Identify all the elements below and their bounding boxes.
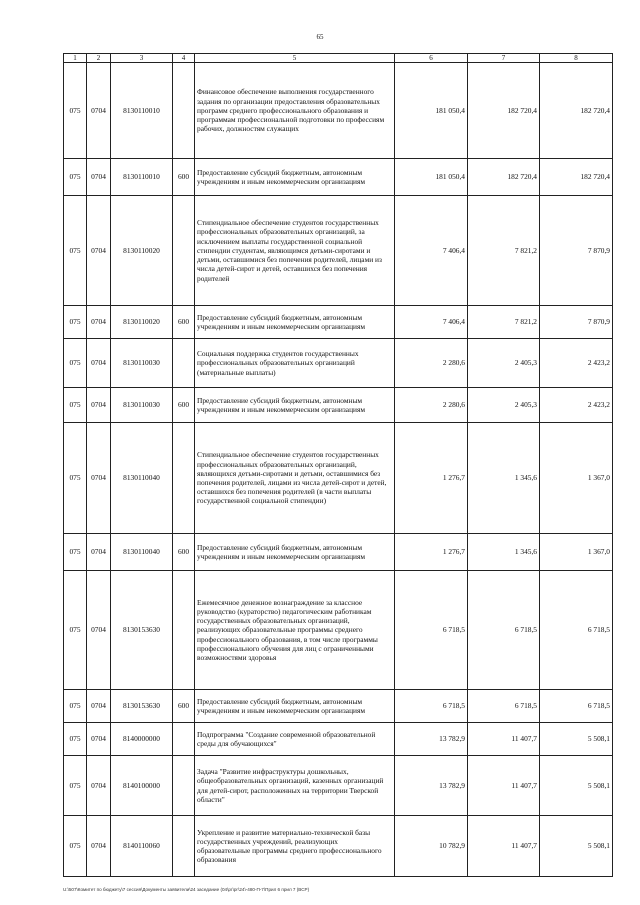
target-article: 8130110010 — [111, 159, 173, 196]
table-row — [64, 159, 613, 196]
admin-code: 075 — [64, 571, 87, 690]
amount-year-1: 181 050,4 — [395, 159, 468, 196]
row-description: Стипендиальное обеспечение студентов государственных профессиональных образовательных организаций, являющихся детьми-сиротами и детьми, оставшимися без попечения родителей, лицами из числа детей-сирот и детей, оставшихся без попечения родителей (в части выплаты государственной социальной стипендии) — [195, 423, 395, 534]
amount-year-3: 1 367,0 — [540, 534, 613, 571]
target-article: 8130153630 — [111, 571, 173, 690]
section-code: 0704 — [87, 159, 111, 196]
section-code: 0704 — [87, 196, 111, 306]
amount-year-2: 182 720,4 — [468, 63, 540, 159]
target-article: 8140000000 — [111, 723, 173, 756]
amount-year-1: 10 782,9 — [395, 816, 468, 877]
amount-year-3: 182 720,4 — [540, 159, 613, 196]
table-row — [64, 816, 613, 877]
section-code: 0704 — [87, 756, 111, 816]
table-row — [64, 196, 613, 306]
amount-year-2: 11 407,7 — [468, 723, 540, 756]
target-article: 8130110030 — [111, 339, 173, 388]
amount-year-2: 2 405,3 — [468, 388, 540, 423]
expense-type: 600 — [173, 690, 195, 723]
admin-code: 075 — [64, 423, 87, 534]
section-code: 0704 — [87, 816, 111, 877]
amount-year-2: 7 821,2 — [468, 306, 540, 339]
admin-code: 075 — [64, 306, 87, 339]
admin-code: 075 — [64, 534, 87, 571]
table-row — [64, 534, 613, 571]
admin-code: 075 — [64, 756, 87, 816]
admin-code: 075 — [64, 196, 87, 306]
row-description: Укрепление и развитие материально-технической базы государственных учреждений, реализующих образовательные программы среднего профессионального образования — [195, 816, 395, 877]
row-description: Ежемесячное денежное вознаграждение за классное руководство (кураторство) педагогическим работникам государственных образовательных организаций, реализующих образовательные программы среднего профессионального образования, в том числе программы профессионального обучения для лиц с ограниченными возможностями здоровья — [195, 571, 395, 690]
target-article: 8130110020 — [111, 196, 173, 306]
target-article: 8140100000 — [111, 756, 173, 816]
column-header: 4 — [173, 54, 195, 63]
file-path-footer: U:\507\Комитет по бюджету\7 сессия\Документы заявители\24 заседание (04\рг\рг\24\-480-П-7\Прил 6 прил 7 (ВСР) — [63, 887, 310, 892]
section-code: 0704 — [87, 571, 111, 690]
amount-year-2: 11 407,7 — [468, 756, 540, 816]
expense-type — [173, 423, 195, 534]
amount-year-2: 7 821,2 — [468, 196, 540, 306]
row-description: Предоставление субсидий бюджетным, автономным учреждениям и иным некоммерческим организациям — [195, 306, 395, 339]
row-description: Предоставление субсидий бюджетным, автономным учреждениям и иным некоммерческим организациям — [195, 159, 395, 196]
table-row — [64, 306, 613, 339]
amount-year-1: 6 718,5 — [395, 690, 468, 723]
amount-year-1: 1 276,7 — [395, 534, 468, 571]
amount-year-3: 7 870,9 — [540, 306, 613, 339]
amount-year-1: 1 276,7 — [395, 423, 468, 534]
section-code: 0704 — [87, 723, 111, 756]
amount-year-3: 5 508,1 — [540, 723, 613, 756]
row-description: Предоставление субсидий бюджетным, автономным учреждениям и иным некоммерческим организациям — [195, 388, 395, 423]
target-article: 8130110020 — [111, 306, 173, 339]
amount-year-1: 181 050,4 — [395, 63, 468, 159]
target-article: 8130110010 — [111, 63, 173, 159]
table-row — [64, 756, 613, 816]
table-row — [64, 571, 613, 690]
table-row — [64, 723, 613, 756]
page-number: 65 — [316, 33, 324, 41]
target-article: 8130110040 — [111, 423, 173, 534]
expense-type — [173, 756, 195, 816]
table-row — [64, 63, 613, 159]
expense-type — [173, 723, 195, 756]
admin-code: 075 — [64, 816, 87, 877]
section-code: 0704 — [87, 63, 111, 159]
amount-year-2: 6 718,5 — [468, 690, 540, 723]
amount-year-3: 5 508,1 — [540, 756, 613, 816]
amount-year-2: 1 345,6 — [468, 534, 540, 571]
expense-type — [173, 196, 195, 306]
admin-code: 075 — [64, 723, 87, 756]
amount-year-1: 2 280,6 — [395, 339, 468, 388]
column-header: 8 — [540, 54, 613, 63]
amount-year-2: 2 405,3 — [468, 339, 540, 388]
section-code: 0704 — [87, 423, 111, 534]
expense-type: 600 — [173, 306, 195, 339]
table-row — [64, 423, 613, 534]
column-header: 5 — [195, 54, 395, 63]
expense-type — [173, 816, 195, 877]
amount-year-3: 7 870,9 — [540, 196, 613, 306]
expense-type — [173, 571, 195, 690]
section-code: 0704 — [87, 339, 111, 388]
table-row — [64, 388, 613, 423]
column-header: 7 — [468, 54, 540, 63]
admin-code: 075 — [64, 690, 87, 723]
amount-year-3: 2 423,2 — [540, 388, 613, 423]
table-row — [64, 339, 613, 388]
row-description: Стипендиальное обеспечение студентов государственных профессиональных образовательных организаций, за исключением выплаты государственной социальной стипендии студентам, являющимся детьми-сиротами и детьми, оставшимися без попечения родителей, лицами из числа детей-сирот и детей, оставшихся без попечения родителей — [195, 196, 395, 306]
amount-year-3: 2 423,2 — [540, 339, 613, 388]
amount-year-2: 1 345,6 — [468, 423, 540, 534]
column-header: 2 — [87, 54, 111, 63]
row-description: Задача "Развитие инфраструктуры дошкольных, общеобразовательных организаций, казенных организаций для детей-сирот, расположенных на территории Тверской области" — [195, 756, 395, 816]
expense-type — [173, 63, 195, 159]
admin-code: 075 — [64, 388, 87, 423]
section-code: 0704 — [87, 388, 111, 423]
admin-code: 075 — [64, 339, 87, 388]
amount-year-2: 11 407,7 — [468, 816, 540, 877]
expense-type: 600 — [173, 534, 195, 571]
column-header: 6 — [395, 54, 468, 63]
section-code: 0704 — [87, 306, 111, 339]
row-description: Социальная поддержка студентов государственных профессиональных образовательных организаций (материальные выплаты) — [195, 339, 395, 388]
amount-year-3: 6 718,5 — [540, 571, 613, 690]
amount-year-3: 5 508,1 — [540, 816, 613, 877]
section-code: 0704 — [87, 690, 111, 723]
admin-code: 075 — [64, 159, 87, 196]
amount-year-1: 13 782,9 — [395, 723, 468, 756]
amount-year-1: 2 280,6 — [395, 388, 468, 423]
target-article: 8130110040 — [111, 534, 173, 571]
target-article: 8140110060 — [111, 816, 173, 877]
table-row — [64, 690, 613, 723]
budget-table — [63, 53, 613, 877]
column-header: 3 — [111, 54, 173, 63]
admin-code: 075 — [64, 63, 87, 159]
target-article: 8130110030 — [111, 388, 173, 423]
amount-year-3: 6 718,5 — [540, 690, 613, 723]
expense-type: 600 — [173, 388, 195, 423]
expense-type — [173, 339, 195, 388]
amount-year-2: 182 720,4 — [468, 159, 540, 196]
target-article: 8130153630 — [111, 690, 173, 723]
column-number-row — [64, 54, 613, 63]
amount-year-2: 6 718,5 — [468, 571, 540, 690]
amount-year-1: 13 782,9 — [395, 756, 468, 816]
row-description: Подпрограмма "Создание современной образовательной среды для обучающихся" — [195, 723, 395, 756]
amount-year-1: 7 406,4 — [395, 306, 468, 339]
amount-year-1: 6 718,5 — [395, 571, 468, 690]
expense-type: 600 — [173, 159, 195, 196]
amount-year-3: 1 367,0 — [540, 423, 613, 534]
amount-year-1: 7 406,4 — [395, 196, 468, 306]
row-description: Предоставление субсидий бюджетным, автономным учреждениям и иным некоммерческим организациям — [195, 690, 395, 723]
section-code: 0704 — [87, 534, 111, 571]
row-description: Предоставление субсидий бюджетным, автономным учреждениям и иным некоммерческим организациям — [195, 534, 395, 571]
amount-year-3: 182 720,4 — [540, 63, 613, 159]
row-description: Финансовое обеспечение выполнения государственного задания по организации предоставления образовательных программ среднего профессионального образования и программам профессиональной подготовки по профессиям рабочих, должностям служащих — [195, 63, 395, 159]
column-header: 1 — [64, 54, 87, 63]
